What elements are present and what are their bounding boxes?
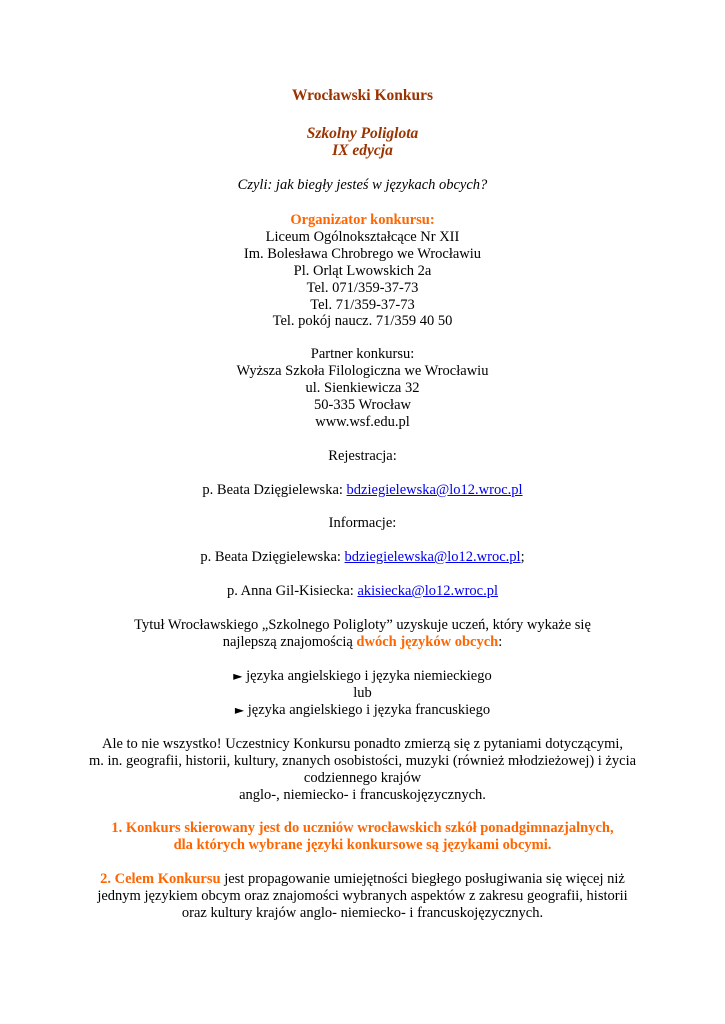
edition-label: IX edycja xyxy=(332,142,393,159)
point-2-heading: 2. Celem Konkursu xyxy=(100,871,221,887)
organizer-line: Tel. 71/359-37-73 xyxy=(310,297,415,313)
partner-line: ul. Sienkiewicza 32 xyxy=(305,380,420,396)
partner-website: www.wsf.edu.pl xyxy=(315,414,410,430)
organizer-line: Tel. 071/359-37-73 xyxy=(306,280,419,296)
organizer-line: Liceum Ogólnokształcące Nr XII xyxy=(265,229,460,245)
organizer-line: Im. Bolesława Chrobrego we Wrocławiu xyxy=(243,246,482,262)
registration-email-link[interactable]: bdziegielewska@lo12.wroc.pl xyxy=(346,482,523,498)
award-suffix: : xyxy=(498,634,503,650)
option-1-label: języka angielskiego i języka niemieckiego xyxy=(242,668,492,684)
info-person-1: p. Beata Dzięgielewska: xyxy=(200,549,345,565)
award-prefix: najlepszą znajomością xyxy=(222,634,357,650)
document-subtitle: Szkolny Poliglota xyxy=(306,125,419,142)
info-contact-1 xyxy=(0,549,725,566)
info-heading: Informacje: xyxy=(328,515,397,531)
award-text-2 xyxy=(0,634,725,651)
point-2-text xyxy=(0,871,725,888)
tagline: Czyli: jak biegły jesteś w językach obcych? xyxy=(237,177,488,193)
organizer-line: Pl. Orląt Lwowskich 2a xyxy=(293,263,432,279)
point-2-text: oraz kultury krajów anglo- niemiecko- i francuskojęzycznych. xyxy=(181,905,544,921)
point-1-text: 1. Konkurs skierowany jest do uczniów wrocławskich szkół ponadgimnazjalnych, xyxy=(111,820,614,836)
registration-person: p. Beata Dzięgielewska: xyxy=(202,482,347,498)
partner-line: 50-335 Wrocław xyxy=(314,397,411,413)
option-1 xyxy=(0,668,725,685)
option-2-label: języka angielskiego i języka francuskiego xyxy=(244,702,491,718)
extra-text: codziennego krajów xyxy=(303,770,422,786)
extra-text: anglo-, niemiecko- i francuskojęzycznych. xyxy=(239,787,486,803)
info-email-link-2[interactable]: akisiecka@lo12.wroc.pl xyxy=(357,583,499,599)
info-contact-2 xyxy=(0,583,725,600)
info-email-link-1[interactable]: bdziegielewska@lo12.wroc.pl xyxy=(344,549,521,565)
partner-heading: Partner konkursu: xyxy=(310,346,415,362)
option-separator: lub xyxy=(353,685,372,701)
registration-heading: Rejestracja: xyxy=(328,448,397,464)
award-text: Tytuł Wrocławskiego „Szkolnego Poligloty” uzyskuje uczeń, który wykaże się xyxy=(134,617,591,633)
point-2-text: jednym językiem obcym oraz znajomości wybranych aspektów z zakresu geografii, historii xyxy=(97,888,628,904)
partner-line: Wyższa Szkoła Filologiczna we Wrocławiu xyxy=(236,363,489,379)
organizer-line: Tel. pokój naucz. 71/359 40 50 xyxy=(272,313,453,329)
info-suffix: ; xyxy=(520,549,525,565)
point-1-text: dla których wybrane języki konkursowe są językami obcymi. xyxy=(173,837,552,853)
option-2 xyxy=(0,702,725,719)
document-title: Wrocławski Konkurs xyxy=(291,87,434,104)
extra-text: m. in. geografii, historii, kultury, znanych osobistości, muzyki (również młodzieżowej) i życia xyxy=(88,753,637,769)
arrow-bullet-icon: ► xyxy=(233,669,243,683)
arrow-bullet-icon: ► xyxy=(234,703,245,717)
info-person-2: p. Anna Gil-Kisiecka: xyxy=(226,583,358,599)
organizer-heading: Organizator konkursu: xyxy=(290,212,435,228)
registration-contact xyxy=(0,482,725,499)
award-highlight: dwóch języków obcych xyxy=(356,634,499,650)
extra-text: Ale to nie wszystko! Uczestnicy Konkursu ponadto zmierzą się z pytaniami dotyczącymi, xyxy=(101,736,624,752)
point-2-rest: jest propagowanie umiejętności biegłego posługiwania się więcej niż xyxy=(220,871,625,887)
